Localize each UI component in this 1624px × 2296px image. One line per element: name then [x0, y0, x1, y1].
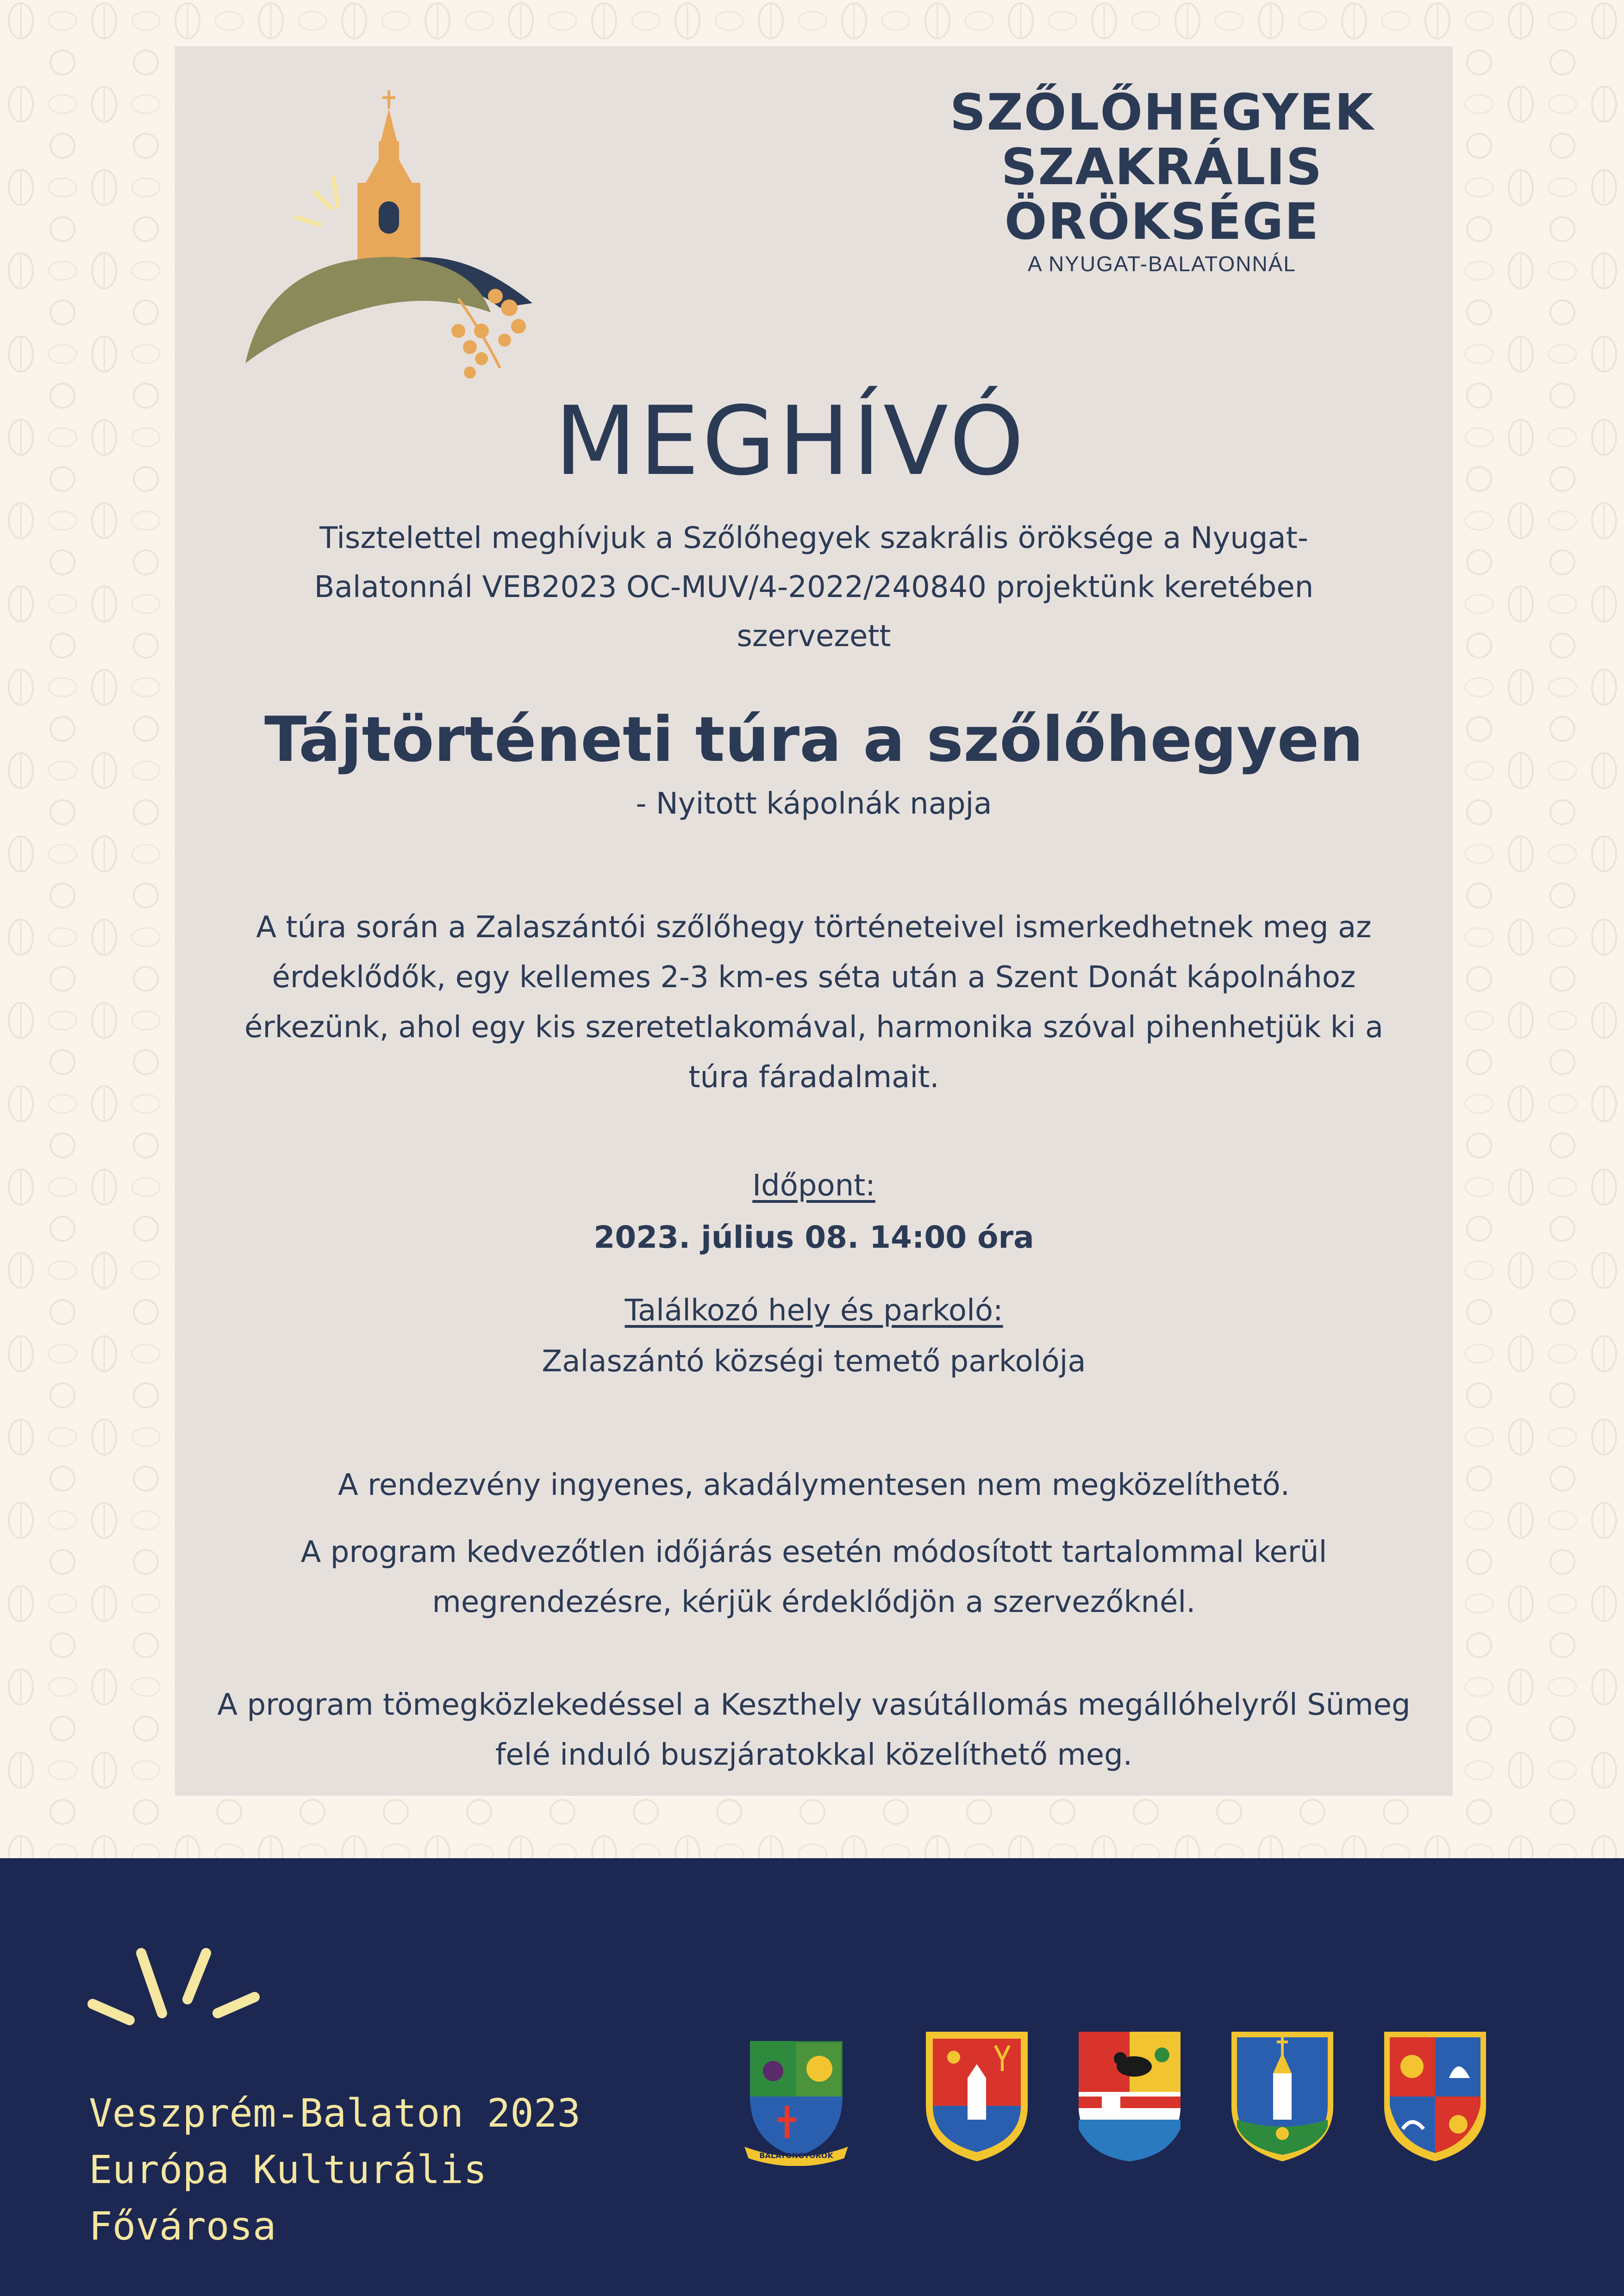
page-title: MEGHÍVÓ	[555, 386, 1027, 497]
brand-wordmark	[921, 86, 1403, 276]
brand-line-1: SZŐLŐHEGYEK	[949, 84, 1374, 142]
time-label: Időpont:	[752, 1169, 875, 1203]
ecoc-line-1: Veszprém-Balaton 2023	[89, 2091, 581, 2136]
municipal-crests	[741, 2027, 1509, 2175]
crest-banner-text: BALATONGYÖRÖK	[759, 2151, 833, 2160]
crest-quartered-icon	[1380, 2027, 1491, 2166]
note-transport: A program tömegközlekedéssel a Keszthely vasútállomás megállóhelyről Sümeg felé induló buszjáratokkal közelíthető meg.	[217, 1688, 1411, 1772]
meeting-label-row	[175, 1294, 1453, 1328]
crest-balatongyorok-icon	[741, 2027, 852, 2166]
crest-chapel-icon	[1227, 2027, 1338, 2166]
time-label-row	[175, 1169, 1453, 1203]
meeting-value: Zalaszántó községi temető parkolója	[542, 1344, 1086, 1379]
note-free-entry: A rendezvény ingyenes, akadálymentesen nem megközelíthető.	[337, 1468, 1290, 1502]
brand-line-3: ÖRÖKSÉGE	[1004, 193, 1320, 251]
meeting-label: Találkozó hely és parkoló:	[625, 1294, 1003, 1328]
brand-line-2: SZAKRÁLIS	[1001, 138, 1323, 196]
crest-raven-icon	[1074, 2027, 1185, 2166]
event-title: Tájtörténeti túra a szőlőhegyen	[264, 703, 1363, 776]
sunburst-icon	[83, 1944, 269, 2055]
ecoc-label	[89, 2085, 691, 2254]
intro-text: Tisztelettel meghívjuk a Szőlőhegyek szakrális öröksége a Nyugat-Balatonnál VEB2023 OC-MUV/4-2022/240840 projektünk keretében szervezett	[314, 521, 1314, 653]
crest-tower-icon	[921, 2027, 1032, 2166]
ecoc-line-2: Európa Kulturális Fővárosa	[89, 2147, 487, 2249]
brand-subline: A NYUGAT-BALATONNÁL	[1028, 252, 1296, 276]
time-value: 2023. július 08. 14:00 óra	[593, 1220, 1034, 1255]
event-subtitle: - Nyitott kápolnák napja	[636, 787, 992, 821]
note-weather: A program kedvezőtlen időjárás esetén módosított tartalommal kerül megrendezésre, kérjük érdeklődjön a szervezőknél.	[300, 1535, 1327, 1619]
event-description: A túra során a Zalaszántói szőlőhegy történeteivel ismerkedhetnek meg az érdeklődők, egy kellemes 2-3 km-es séta után a Szent Donát kápolnához érkezünk, ahol egy kis szeretetlakomával, harmonika szóval pihenhetjük ki a túra fáradalmait.	[244, 910, 1384, 1095]
church-hill-logo	[241, 90, 537, 386]
